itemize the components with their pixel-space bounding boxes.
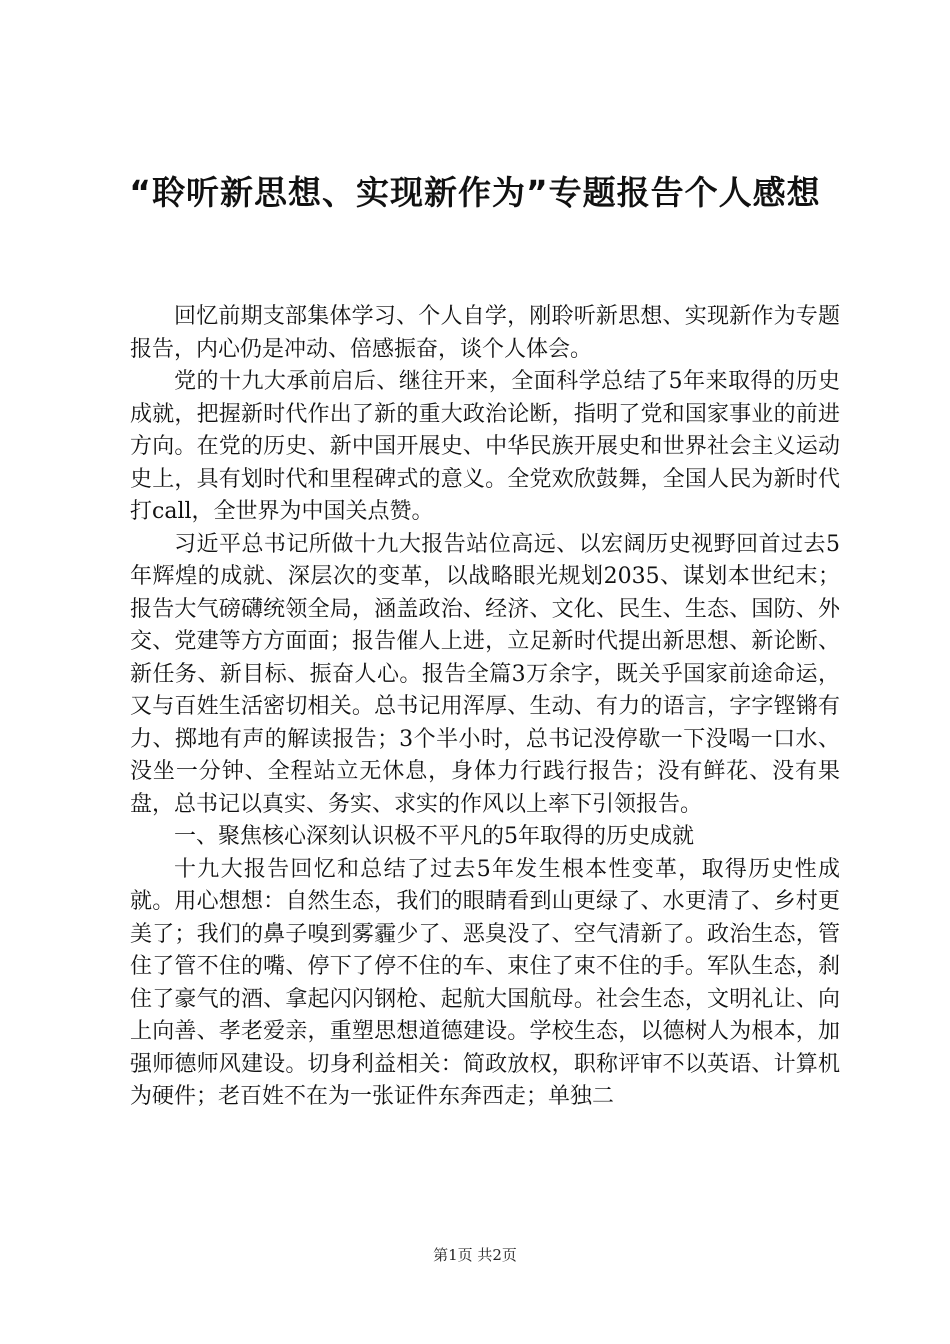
section-heading: 一、聚焦核心深刻认识极不平凡的5年取得的历史成就 (174, 824, 694, 849)
paragraph: 回忆前期支部集体学习、个人自学，刚聆听新思想、实现新作为专题报告，内心仍是冲动、倍感振奋，谈个人体会。 (130, 304, 840, 362)
paragraph: 十九大报告回忆和总结了过去5年发生根本性变革，取得历史性成就。用心想想：自然生态，我们的眼睛看到山更绿了、水更清了、乡村更美了；我们的鼻子嗅到雾霾少了、恶臭没了、空气清新了。政治生态，管住了管不住的嘴、停下了停不住的车、束住了束不住的手。军队生态，刹住了豪气的酒、拿起闪闪钢枪、起航大国航母。社会生态，文明礼让、向上向善、孝老爱亲，重塑思想道德建设。学校生态，以德树人为根本，加强师德师风建设。切身利益相关：简政放权，职称评审不以英语、计算机为硬件；老百姓不在为一张证件东奔西走；单独二 (130, 856, 840, 1109)
paragraph: 习近平总书记所做十九大报告站位高远、以宏阔历史视野回首过去5年辉煌的成就、深层次的变革，以战略眼光规划2035、谋划本世纪末；报告大气磅礴统领全局，涵盖政治、经济、文化、民生、生态、国防、外交、党建等方方面面；报告催人上进，立足新时代提出新思想、新论断、新任务、新目标、振奋人心。报告全篇3万余字，既关乎国家前途命运，又与百姓生活密切相关。总书记用浑厚、生动、有力的语言，字字铿锵有力、掷地有声的解读报告；3个半小时，总书记没停歇一下没喝一口水、没坐一分钟、全程站立无休息，身体力行践行报告；没有鲜花、没有果盘，总书记以真实、务实、求实的作风以上率下引领报告。 (130, 531, 840, 817)
page-number: 第1页 共2页 (433, 1246, 517, 1264)
paragraph: 党的十九大承前启后、继往开来，全面科学总结了5年来取得的历史成就，把握新时代作出了新的重大政治论断，指明了党和国家事业的前进方向。在党的历史、新中国开展史、中华民族开展史和世界社会主义运动史上，具有划时代和里程碑式的意义。全党欢欣鼓舞，全国人民为新时代打call，全世界为中国关点赞。 (130, 369, 840, 524)
document-title: “聆听新思想、实现新作为”专题报告个人感想 (129, 173, 821, 212)
document-body (130, 301, 840, 1114)
